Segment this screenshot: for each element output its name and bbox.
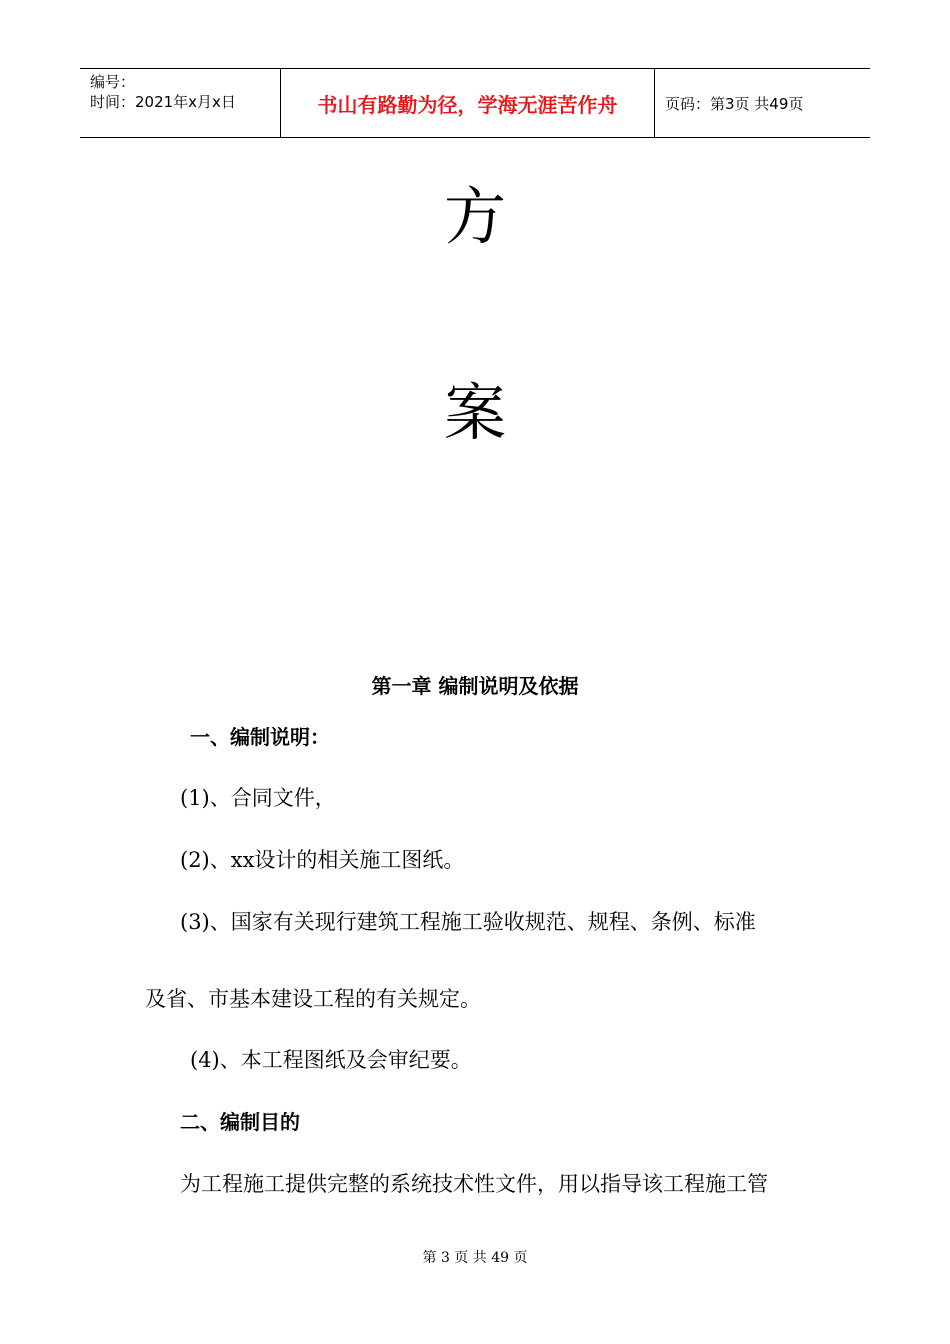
section1-item-3: (3)、国家有关现行建筑工程施工验收规范、规程、条例、标准 xyxy=(180,910,756,934)
number-label: 编号： xyxy=(90,73,136,91)
header-meta xyxy=(80,69,281,137)
section1-item-3-cont: 及省、市基本建设工程的有关规定。 xyxy=(145,987,481,1011)
chapter-title: 第一章 编制说明及依据 xyxy=(371,674,579,698)
section1-item-2: (2)、xx设计的相关施工图纸。 xyxy=(180,848,465,872)
section2-text: 为工程施工提供完整的系统技术性文件，用以指导该工程施工管 xyxy=(180,1172,768,1196)
title-char-1: 方 xyxy=(443,180,506,253)
page-footer: 第 3 页 共 49 页 xyxy=(422,1250,528,1266)
section2-heading: 二、编制目的 xyxy=(180,1110,300,1134)
time-label: 时间：2021年x月x日 xyxy=(90,93,236,111)
section1-heading: 一、编制说明： xyxy=(190,725,330,749)
section1-item-1: (1)、合同文件， xyxy=(180,786,336,810)
title-char-2: 案 xyxy=(443,376,506,449)
page-info: 页码：第3页 共49页 xyxy=(665,94,804,113)
section1-item-4: (4)、本工程图纸及会审纪要。 xyxy=(190,1048,472,1072)
motto: 书山有路勤为径，学海无涯苦作舟 xyxy=(281,69,655,137)
header-table xyxy=(80,68,870,138)
